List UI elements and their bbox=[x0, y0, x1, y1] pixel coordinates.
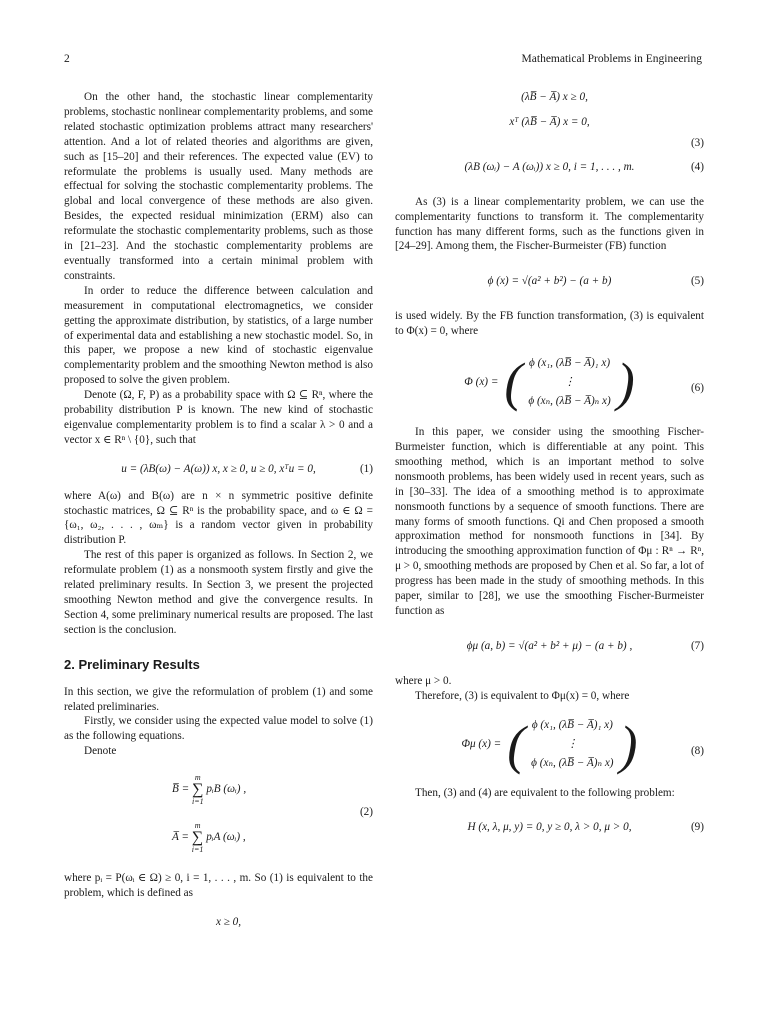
equation-number: (4) bbox=[690, 160, 704, 173]
right-paren: ) bbox=[619, 714, 638, 775]
paragraph: Denote (Ω, F, P) as a probability space with Ω ⊆ Rⁿ, where the probability distribution P is known. The new kind of stochastic eigenvalue complementarity problem is to find a scalar λ > 0 and a vector x ∈ Rⁿ \ {0}, such that bbox=[64, 389, 373, 446]
equation-number: (3) bbox=[690, 136, 704, 149]
journal-name: Mathematical Problems in Engineering bbox=[521, 53, 702, 65]
equation-number: (6) bbox=[690, 382, 704, 395]
matrix-rows bbox=[528, 356, 610, 409]
equation-x bbox=[64, 915, 373, 930]
equation-3b bbox=[395, 115, 704, 130]
equation-lhs: Φ (x) = bbox=[464, 375, 499, 388]
equation-body: u = (λB(ω) − A(ω)) x, x ≥ 0, u ≥ 0, xᵀu = 0, bbox=[121, 462, 316, 475]
matrix-row: ⋮ bbox=[563, 375, 576, 388]
left-column bbox=[64, 90, 373, 930]
equation-3a bbox=[395, 90, 704, 105]
equation-body: (λB̅ − A̅) x ≥ 0, bbox=[521, 91, 588, 103]
equation-rhs: pᵢB (ωᵢ) , bbox=[206, 783, 247, 796]
equation-lhs: A̅ = bbox=[172, 831, 189, 844]
section-heading: 2. Preliminary Results bbox=[64, 656, 200, 672]
right-paren: ) bbox=[616, 352, 635, 413]
equation-lhs: B̅ = bbox=[172, 783, 190, 796]
paragraph: where μ > 0. bbox=[395, 674, 452, 687]
left-paren: ( bbox=[504, 352, 523, 413]
paragraph: Then, (3) and (4) are equivalent to the following problem: bbox=[415, 786, 675, 799]
matrix-equation bbox=[395, 714, 704, 775]
equation-rhs: pᵢA (ωᵢ) , bbox=[206, 831, 246, 844]
paragraph: As (3) is a linear complementarity problem, we can use the complementarity functions to transform it. The complementarity function has many different forms, such as the functions given in [24–29]. Among them, the Fischer-Burmeister (FB) function bbox=[395, 195, 704, 253]
paragraph: is used widely. By the FB function transformation, (3) is equivalent to Φ(x) = 0, where bbox=[395, 310, 704, 338]
paragraph: Denote bbox=[84, 745, 117, 758]
sum-symbol: m ∑ i=1 bbox=[191, 773, 204, 807]
page-number: 2 bbox=[64, 53, 70, 65]
equation-body: x ≥ 0, bbox=[215, 915, 242, 928]
sum-upper: m bbox=[194, 821, 201, 831]
equation-number: (9) bbox=[690, 821, 704, 834]
paragraph: Firstly, we consider using the expected value model to solve (1) as the following equations. bbox=[64, 715, 373, 743]
right-column bbox=[395, 90, 704, 835]
matrix-equation bbox=[395, 352, 704, 413]
paragraph: The rest of this paper is organized as follows. In Section 2, we reformulate problem (1) as a nonsmooth system firstly and give the related preliminary results. In Section 3, we present the projected smoothing Newton method and give the convergence results. In Section 4, some preliminary numerical results are proposed. The last section is the conclusion. bbox=[64, 549, 373, 636]
equation-number: (2) bbox=[359, 806, 373, 819]
left-paren: ( bbox=[507, 714, 526, 775]
equation-body: xᵀ (λB̅ − A̅) x = 0, bbox=[509, 115, 590, 128]
paragraph: In this paper, we consider using the smoothing Fischer-Burmeister function, which is differentiable at any point. This smoothing method, which is an important method to solve nonsmooth problems, has been widely used in recent years, such as in [30–33]. The idea of a smoothing method is to approximate nonsmooth functions by a sequence of smooth functions. There are many forms of smooth functions. Qi and Chen proposed a smooth approximation method for nonsmooth functions in [34]. By introducing the smoothing approximation function of Φμ : Rⁿ → Rⁿ, μ > 0, smoothing methods are proposed by Chen et al. So far, a lot of progress has been made in the study of smoothing methods. In this paper, similar to [28], we use the smoothing Fischer-Burmeister function as bbox=[395, 426, 704, 617]
equation-number: (8) bbox=[690, 744, 704, 757]
sum-lower: i=1 bbox=[191, 797, 204, 807]
matrix-row: ϕ (xₙ, (λB̅ − A̅)ₙ x) bbox=[531, 757, 614, 770]
sum-upper: m bbox=[194, 773, 201, 783]
matrix-row: ⋮ bbox=[566, 738, 578, 751]
equation-4 bbox=[395, 160, 704, 175]
equation-2b bbox=[172, 821, 246, 854]
equation-8 bbox=[395, 714, 704, 775]
equation-number: (5) bbox=[690, 275, 704, 288]
matrix-row: ϕ (x₁, (λB̅ − A̅)₁ x) bbox=[531, 719, 613, 732]
equation-2 bbox=[64, 769, 373, 861]
equation-number: (1) bbox=[359, 462, 373, 475]
paragraph: where A(ω) and B(ω) are n × n symmetric positive definite stochastic matrices, Ω ⊆ Rⁿ is the probability space, and ω ∈ Ω = {ω₁, ω₂, . . . , ωₘ} is a random vector given in probability distribution P. bbox=[64, 489, 373, 547]
equation-3-number-row bbox=[395, 136, 704, 152]
sum-lower: i=1 bbox=[191, 845, 204, 855]
equation-body: (λB (ωᵢ) − A (ωᵢ)) x ≥ 0, i = 1, . . . , m. bbox=[464, 160, 635, 173]
equation-body: ϕ (x) = √(a² + b²) − (a + b) bbox=[487, 275, 612, 288]
paragraph: In this section, we give the reformulation of problem (1) and some related preliminaries. bbox=[64, 685, 373, 713]
matrix-row: ϕ (x₁, (λB̅ − A̅)₁ x) bbox=[529, 356, 611, 369]
paragraph: In order to reduce the difference between calculation and measurement in computational electromagnetics, we consider getting the approximate distribution, by statistics, of a large number of experimental data and establishing a new stochastic model. So, in this paper, we propose a new kind of stochastic eigenvalue complementarity problem and the smoothing Newton method is also proposed to solve the given problem. bbox=[64, 284, 373, 387]
equation-lhs: Φμ (x) = bbox=[461, 738, 502, 751]
equation-7 bbox=[395, 639, 704, 654]
equation-9 bbox=[395, 820, 704, 835]
matrix-row: ϕ (xₙ, (λB̅ − A̅)ₙ x) bbox=[528, 394, 611, 407]
equation-5 bbox=[395, 274, 704, 289]
equation-2a bbox=[172, 773, 246, 806]
equation-body: H (x, λ, μ, y) = 0, y ≥ 0, λ > 0, μ > 0, bbox=[467, 821, 632, 834]
sum-symbol: m ∑ i=1 bbox=[191, 821, 204, 855]
paragraph: Therefore, (3) is equivalent to Φμ(x) = 0, where bbox=[415, 689, 630, 702]
paragraph: where pᵢ = P(ωᵢ ∈ Ω) ≥ 0, i = 1, . . . , m. So (1) is equivalent to the problem, which is defined as bbox=[64, 872, 373, 900]
equation-6 bbox=[395, 352, 704, 413]
equation-body: ϕμ (a, b) = √(a² + b² + μ) − (a + b) , bbox=[466, 639, 633, 652]
matrix-rows bbox=[531, 718, 613, 771]
equation-1 bbox=[64, 462, 373, 477]
equation-number: (7) bbox=[690, 639, 704, 652]
paragraph: On the other hand, the stochastic linear complementarity problems, stochastic nonlinear complementarity problems, and some related stochastic optimization problems attract many researchers' attention. And a lot of related theories and algorithms are given, such as [15–20] and their references. The expected value (EV) to reformulate the problems is usually used. Many methods are effectual for solving the stochastic complementarity problems. The global and local convergence of these methods are also given. Besides, the expected residual minimization (ERM) also can reformulate the stochastic complementarity problems, such as those in [21–23]. And the stochastic complementarity problems are eventually transformed into a certain minimal problem with constraints. bbox=[64, 91, 373, 282]
